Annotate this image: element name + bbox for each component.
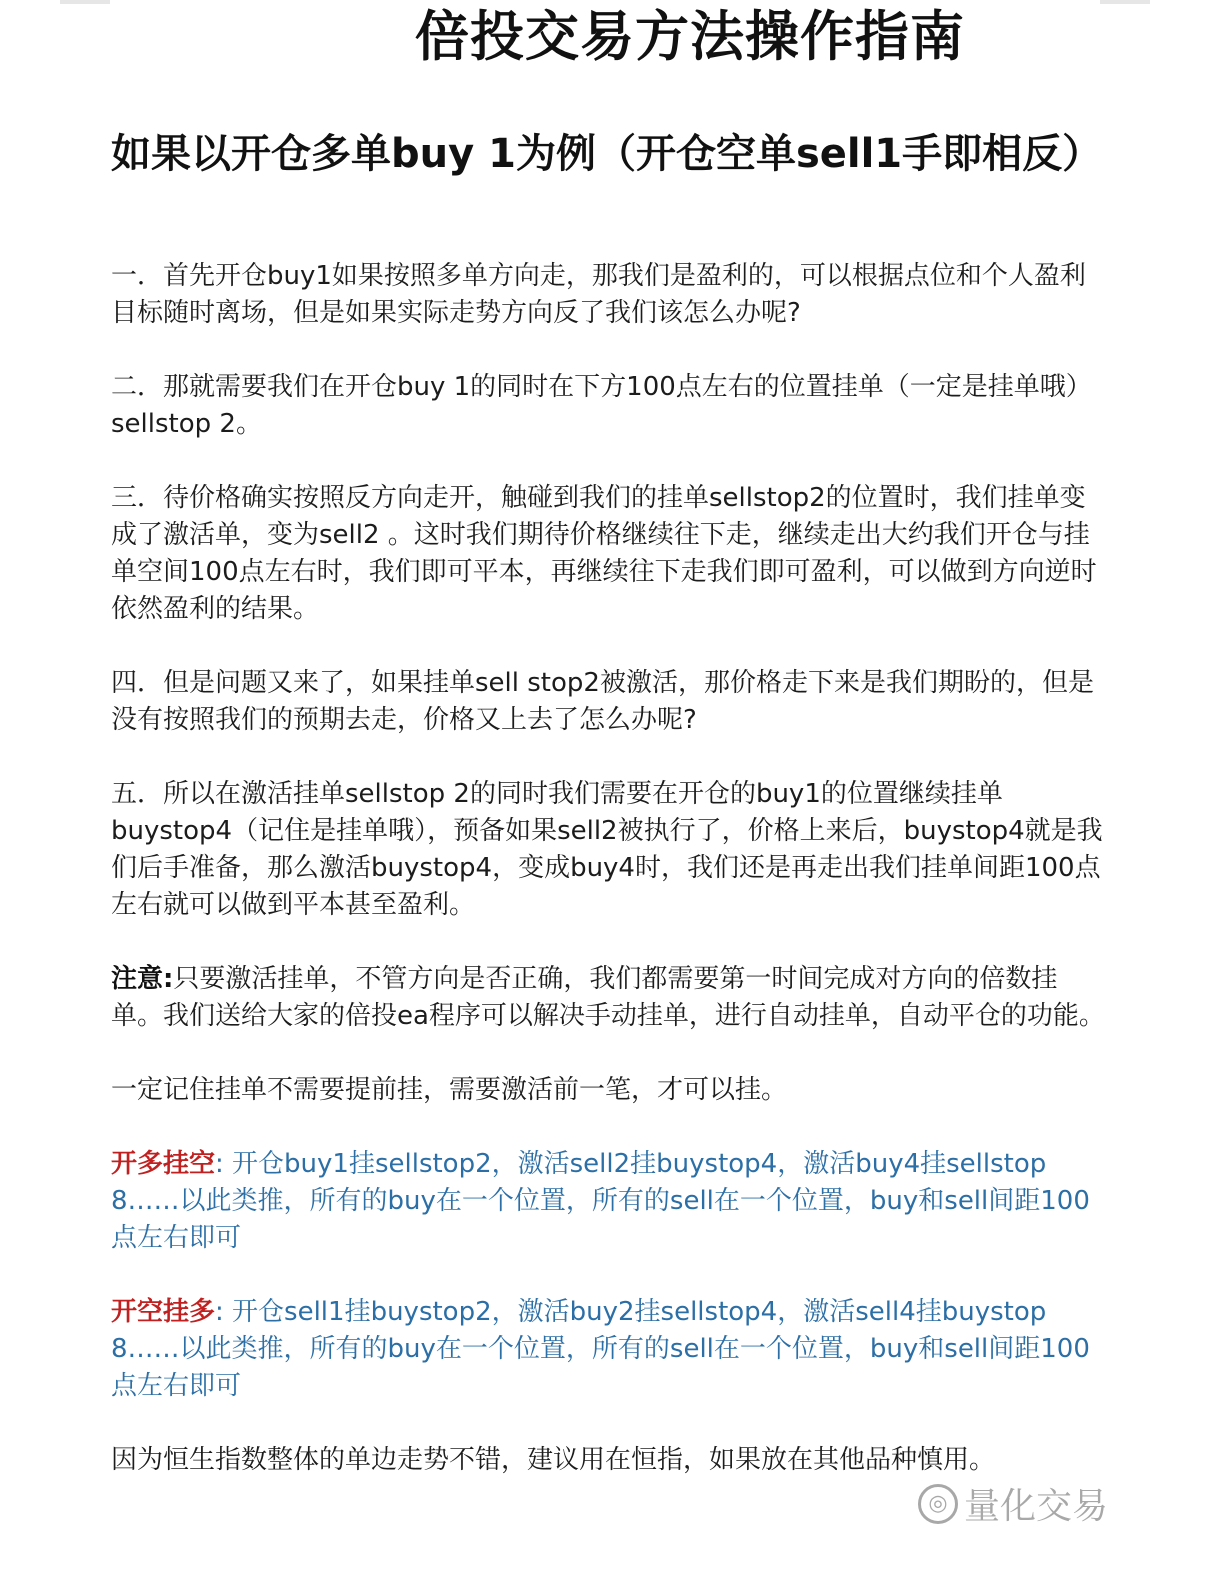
- quant-logo-icon: ◎: [918, 1484, 958, 1524]
- article-body: [111, 258, 1106, 1479]
- paragraph-step-3: 三．待价格确实按照反方向走开，触碰到我们的挂单sellstop2的位置时，我们挂单变成了激活单，变为sell2 。这时我们期待价格继续往下走，继续走出大约我们开仓与挂单空间100点左右时，我们即可平本，再继续往下走我们即可盈利，可以做到方向逆时依然盈利的结果。: [111, 483, 1097, 624]
- reminder-paragraph: 一定记住挂单不需要提前挂，需要激活前一笔，才可以挂。: [111, 1075, 788, 1105]
- rule-short-label: 开空挂多: [111, 1297, 216, 1327]
- paragraph-step-5: 五．所以在激活挂单sellstop 2的同时我们需要在开仓的buy1的位置继续挂单buystop4（记住是挂单哦），预备如果sell2被执行了，价格上来后，buystop4就是我们后手准备，那么激活buystop4，变成buy4时，我们还是再走出我们挂单间距100点左右就可以做到平本甚至盈利。: [111, 779, 1103, 920]
- paragraph-step-4: 四．但是问题又来了，如果挂单sell stop2被激活，那价格走下来是我们期盼的，但是没有按照我们的预期去走，价格又上去了怎么办呢?: [111, 668, 1094, 735]
- note-label: 注意:: [111, 964, 174, 994]
- closing-paragraph: 因为恒生指数整体的单边走势不错，建议用在恒指，如果放在其他品种慎用。: [111, 1445, 996, 1475]
- rule-long-text: : 开仓buy1挂sellstop2，激活sell2挂buystop4，激活buy4挂sellstop 8……以此类推，所有的buy在一个位置，所有的sell在一个位置，buy和sell间距100点左右即可: [111, 1149, 1090, 1253]
- paragraph-step-1: 一．首先开仓buy1如果按照多单方向走，那我们是盈利的，可以根据点位和个人盈利目标随时离场，但是如果实际走势方向反了我们该怎么办呢?: [111, 261, 1086, 328]
- watermark-text: 量化交易: [964, 1486, 1109, 1527]
- paragraph-step-2: 二．那就需要我们在开仓buy 1的同时在下方100点左右的位置挂单（一定是挂单哦） sellstop 2。: [111, 372, 1092, 439]
- rule-long-label: 开多挂空: [111, 1149, 216, 1179]
- rule-long-paragraph: [111, 1146, 1106, 1257]
- rule-short-text: : 开仓sell1挂buystop2，激活buy2挂sellstop4，激活sell4挂buystop 8……以此类推，所有的buy在一个位置，所有的sell在一个位置，buy和sell间距100点左右即可: [111, 1297, 1090, 1401]
- note-paragraph: [111, 961, 1106, 1035]
- watermark: [918, 1478, 1108, 1529]
- note-text: 只要激活挂单，不管方向是否正确，我们都需要第一时间完成对方向的倍数挂单。我们送给大家的倍投ea程序可以解决手动挂单，进行自动挂单，自动平仓的功能。: [111, 964, 1105, 1031]
- rule-short-paragraph: [111, 1294, 1106, 1405]
- section-heading: 如果以开仓多单buy 1为例（开仓空单sell1手即相反）: [111, 131, 1103, 177]
- page-title: 倍投交易方法操作指南: [415, 5, 965, 68]
